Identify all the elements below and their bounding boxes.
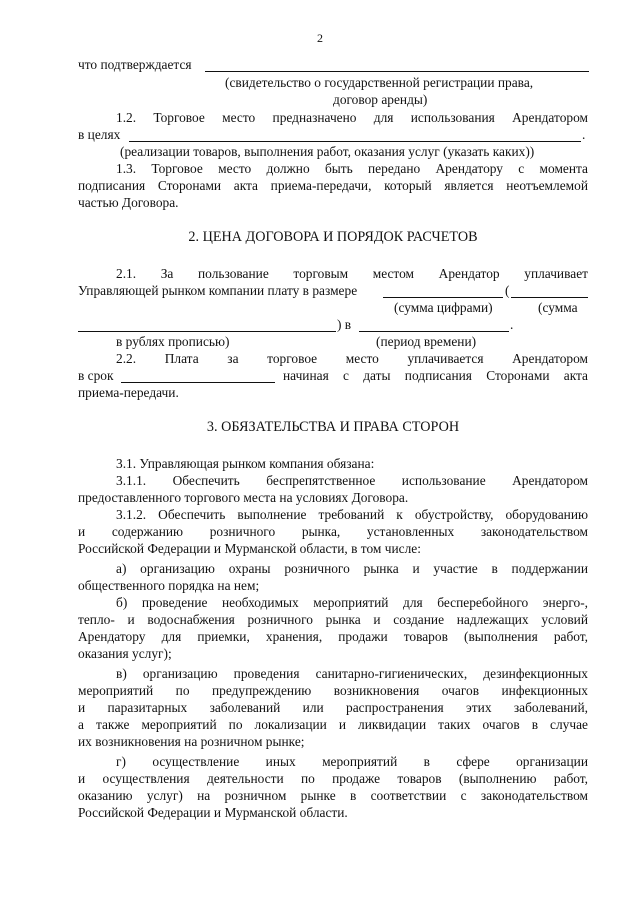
s3-line-12: в) организацию проведения санитарно-гигиенических, дезинфекционных bbox=[116, 666, 588, 681]
s3-line-9: тепло- и водоснабжения розничного рынка и создание надлежащих условий bbox=[78, 612, 588, 627]
s3-line-2: предоставленного торгового места на условиях Договора. bbox=[78, 490, 409, 505]
sum-words-blank-1 bbox=[511, 297, 588, 298]
sum-digits-blank bbox=[383, 297, 503, 298]
hint-period: (период времени) bbox=[376, 334, 477, 349]
p21-paren-open: ( bbox=[505, 283, 510, 298]
s3-line-8: б) проведение необходимых мероприятий для бесперебойного энерго-, bbox=[116, 595, 588, 610]
s3-line-13: мероприятий по предупреждению возникновения очагов инфекционных bbox=[78, 683, 588, 698]
s3-line-14: и паразитарных заболеваний или распространения этих заболеваний, bbox=[78, 700, 588, 715]
p22-line3: приема-передачи. bbox=[78, 385, 179, 400]
s3-line-19: оказанию услуг) на розничном рынке в соответствии с законодательством bbox=[78, 788, 588, 803]
sum-words-blank-2 bbox=[78, 331, 336, 332]
s3-line-3: 3.1.2. Обеспечить выполнение требований к обустройству, оборудованию bbox=[116, 507, 588, 522]
p21-line2: Управляющей рынком компании плату в размере bbox=[78, 283, 358, 298]
hint-rubles-words: в рублях прописью) bbox=[116, 334, 230, 349]
hint-sum-digits: (сумма цифрами) bbox=[394, 300, 493, 315]
p22-rest: начиная с даты подписания Сторонами акта bbox=[283, 368, 588, 383]
p22-srok: в срок bbox=[78, 368, 114, 383]
p21-line1: 2.1. За пользование торговым местом Арендатор уплачивает bbox=[116, 266, 588, 281]
confirmed-blank bbox=[205, 71, 589, 72]
s3-line-7: общественного порядка на нем; bbox=[78, 578, 260, 593]
hint-sum: (сумма bbox=[538, 300, 578, 315]
section2-heading: 2. ЦЕНА ДОГОВОРА И ПОРЯДОК РАСЧЕТОВ bbox=[188, 229, 478, 245]
term-blank bbox=[121, 382, 275, 383]
s3-line-5: Российской Федерации и Мурманской области, в том числе: bbox=[78, 541, 421, 556]
confirmed-hint-2: договор аренды) bbox=[333, 92, 428, 107]
paren-in: ) в bbox=[337, 317, 352, 332]
p12-line2: в целях bbox=[78, 127, 121, 142]
p13-line1: 1.3. Торговое место должно быть передано Арендатору с момента bbox=[116, 161, 588, 176]
period-dot: . bbox=[510, 317, 514, 332]
s3-line-20: Российской Федерации и Мурманской области. bbox=[78, 805, 348, 820]
s3-line-17: г) осуществление иных мероприятий в сфере организации bbox=[116, 754, 588, 769]
confirmed-label: что подтверждается bbox=[78, 57, 192, 72]
s3-line-16: их возникновения на розничном рынке; bbox=[78, 734, 305, 749]
s3-line-4: и содержанию розничного рынка, установленных законодательством bbox=[78, 524, 588, 539]
p12-line1: 1.2. Торговое место предназначено для использования Арендатором bbox=[116, 110, 588, 125]
s3-line-15: а также мероприятий по локализации и ликвидации таких очагов в случае bbox=[78, 717, 588, 732]
section3-heading: 3. ОБЯЗАТЕЛЬСТВА И ПРАВА СТОРОН bbox=[206, 419, 460, 435]
s3-line-11: оказания услуг); bbox=[78, 646, 172, 661]
p12-period: . bbox=[582, 127, 586, 142]
s3-line-0: 3.1. Управляющая рынком компания обязана: bbox=[116, 456, 375, 471]
p13-line3: частью Договора. bbox=[78, 195, 179, 210]
s3-line-1: 3.1.1. Обеспечить беспрепятственное использование Арендатором bbox=[116, 473, 588, 488]
s3-line-10: Арендатору для приемки, хранения, продажи товаров (выполнения работ, bbox=[78, 629, 588, 644]
purpose-blank bbox=[129, 141, 581, 142]
p13-line2: подписания Сторонами акта приема-передачи, который является неотъемлемой bbox=[78, 178, 588, 193]
confirmed-hint-1: (свидетельство о государственной регистрации права, bbox=[225, 75, 534, 90]
p22-line1: 2.2. Плата за торговое место уплачивается Арендатором bbox=[116, 351, 588, 366]
period-blank bbox=[359, 331, 509, 332]
s3-line-18: и осуществления деятельности по продаже товаров (выполнению работ, bbox=[78, 771, 588, 786]
page-number: 2 bbox=[317, 31, 323, 45]
p12-hint: (реализации товаров, выполнения работ, оказания услуг (указать каких)) bbox=[120, 144, 535, 159]
s3-line-6: а) организацию охраны розничного рынка и участие в поддержании bbox=[116, 561, 588, 576]
